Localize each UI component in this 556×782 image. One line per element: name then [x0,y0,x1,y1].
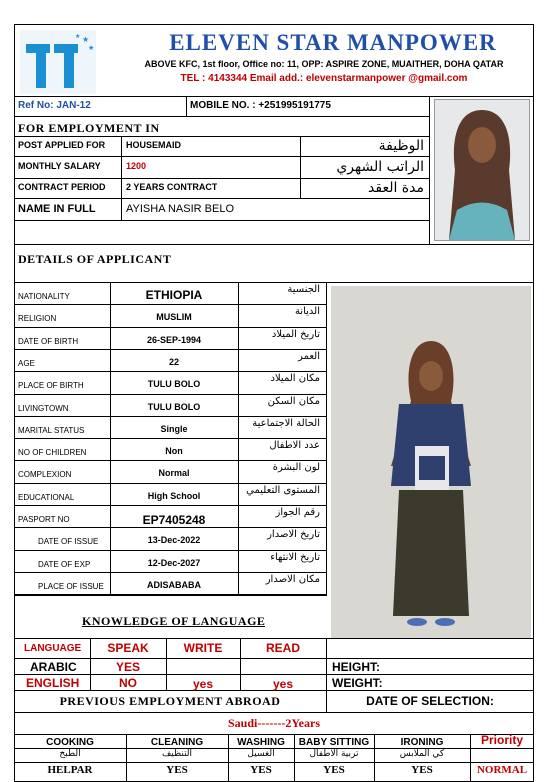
language-name: ARABIC [30,660,77,674]
applicant-photo-full [331,286,531,638]
details-value: TULU BOLO [147,402,201,412]
skill-header: CLEANING [150,737,204,748]
details-label: DATE OF EXP [38,560,91,569]
skill-arabic: كي الملابس [399,749,445,759]
language-speak: NO [119,676,137,690]
language-name: ENGLISH [26,676,80,690]
details-value: EP7405248 [142,513,206,527]
details-label: LIVINGTOWN [18,404,69,413]
details-label: DATE OF BIRTH [18,337,79,346]
details-value: Single [160,424,188,434]
language-header: READ [265,641,300,655]
company-logo [20,30,96,94]
details-arabic: الديانة [294,306,320,317]
applicant-full-name: AYISHA NASIR BELO [126,203,235,215]
details-value: ADISABABA [147,580,201,590]
details-arabic: العمر [298,351,320,362]
skill-arabic: الغسيل [247,749,275,759]
employment-arabic: مدة العقد [368,180,424,196]
details-label: AGE [18,359,35,368]
employment-label: NAME IN FULL [18,203,96,215]
height-label: HEIGHT: [332,660,380,674]
employment-value: 2 YEARS CONTRACT [126,182,218,192]
svg-text:★: ★ [82,35,90,44]
details-arabic: تاريخ الميلاد [271,329,320,340]
language-write: yes [192,677,214,691]
details-label: NATIONALITY [18,292,70,301]
details-label: COMPLEXION [18,470,72,479]
details-value: High School [147,491,201,501]
details-value: MUSLIM [156,312,192,322]
skill-value: NORMAL [476,764,528,776]
details-section-title: DETAILS OF APPLICANT [18,252,172,266]
details-arabic: تاريخ الاصدار [267,529,320,540]
details-arabic: الجنسية [287,284,320,295]
details-value: Non [165,446,183,456]
details-label: PLACE OF BIRTH [18,381,84,390]
language-section-title: KNOWLEDGE OF LANGUAGE [82,614,266,628]
details-value: 13-Dec-2022 [147,535,201,545]
skill-header: WASHING [237,737,285,748]
employment-arabic: الراتب الشهري [336,159,424,175]
employment-label: POST APPLIED FOR [18,140,106,150]
language-speak: YES [115,660,140,674]
details-label: NO OF CHILDREN [18,448,87,457]
previous-employment-title: PREVIOUS EMPLOYMENT ABROAD [59,694,281,708]
language-header: LANGUAGE [24,643,82,654]
skill-value: YES [323,764,345,776]
company-name: ELEVEN STAR MANPOWER [169,30,497,55]
mobile-number: MOBILE NO. : +251995191775 [190,100,331,111]
skill-header: COOKING [46,737,94,748]
details-label: MARITAL STATUS [18,426,85,435]
details-label: PASPORT NO [18,515,70,524]
details-arabic: عدد الاطفال [269,440,320,451]
ref-number: Ref No: JAN-12 [18,100,91,111]
details-value: 12-Dec-2027 [147,558,201,568]
skill-value: YES [250,764,272,776]
company-address: ABOVE KFC, 1st floor, Office no: 11, OPP: ASPIRE ZONE, MUAITHER, DOHA QATAR [144,59,504,69]
details-arabic: تاريخ الانتهاء [270,552,320,563]
details-arabic: رقم الجواز [275,507,320,518]
employment-section-title: FOR EMPLOYMENT IN [18,121,160,135]
details-arabic: الحالة الاجتماعية [252,418,320,429]
employment-value: 1200 [126,161,147,171]
skill-arabic: التنظيف [161,749,193,759]
employment-value: HOUSEMAID [126,140,182,150]
skill-value: HELPAR [47,764,93,776]
details-arabic: مكان السكن [267,396,320,407]
svg-text:★: ★ [88,44,95,52]
details-label: PLACE OF ISSUE [38,582,104,591]
applicant-photo-portrait [434,99,530,241]
company-contact: TEL : 4143344 Email add.: elevenstarmanpower @gmail.com [180,73,468,84]
language-read: yes [272,677,294,691]
employment-label: MONTHLY SALARY [18,161,101,171]
skill-header: Priority [480,733,523,747]
details-value: ETHIOPIA [145,288,203,302]
employment-arabic: الوظيفة [378,138,424,154]
employment-label: CONTRACT PERIOD [18,182,106,192]
svg-text:★: ★ [75,33,81,40]
language-header: SPEAK [107,641,149,655]
skill-arabic: تربية الاطفال [309,749,359,759]
skill-header: IRONING [400,737,444,748]
details-value: TULU BOLO [147,379,201,389]
details-arabic: المستوى التعليمي [246,485,320,496]
skill-header: BABY SITTING [298,737,370,748]
details-arabic: مكان الميلاد [270,373,320,384]
details-value: 22 [168,357,179,367]
details-arabic: لون البشرة [272,462,320,473]
previous-employment-entry: Saudi-------2Years [228,716,320,730]
skill-value: YES [166,764,188,776]
details-label: RELIGION [18,314,57,323]
skill-value: YES [411,764,433,776]
details-label: EDUCATIONAL [18,493,75,502]
skill-arabic: الطبخ [59,749,81,759]
language-header: WRITE [183,641,223,655]
date-of-selection-label: DATE OF SELECTION: [366,694,494,708]
details-value: 26-SEP-1994 [146,335,202,345]
details-value: Normal [158,468,190,478]
details-arabic: مكان الاصدار [265,574,320,585]
weight-label: WEIGHT: [332,676,383,690]
details-label: DATE OF ISSUE [38,537,99,546]
